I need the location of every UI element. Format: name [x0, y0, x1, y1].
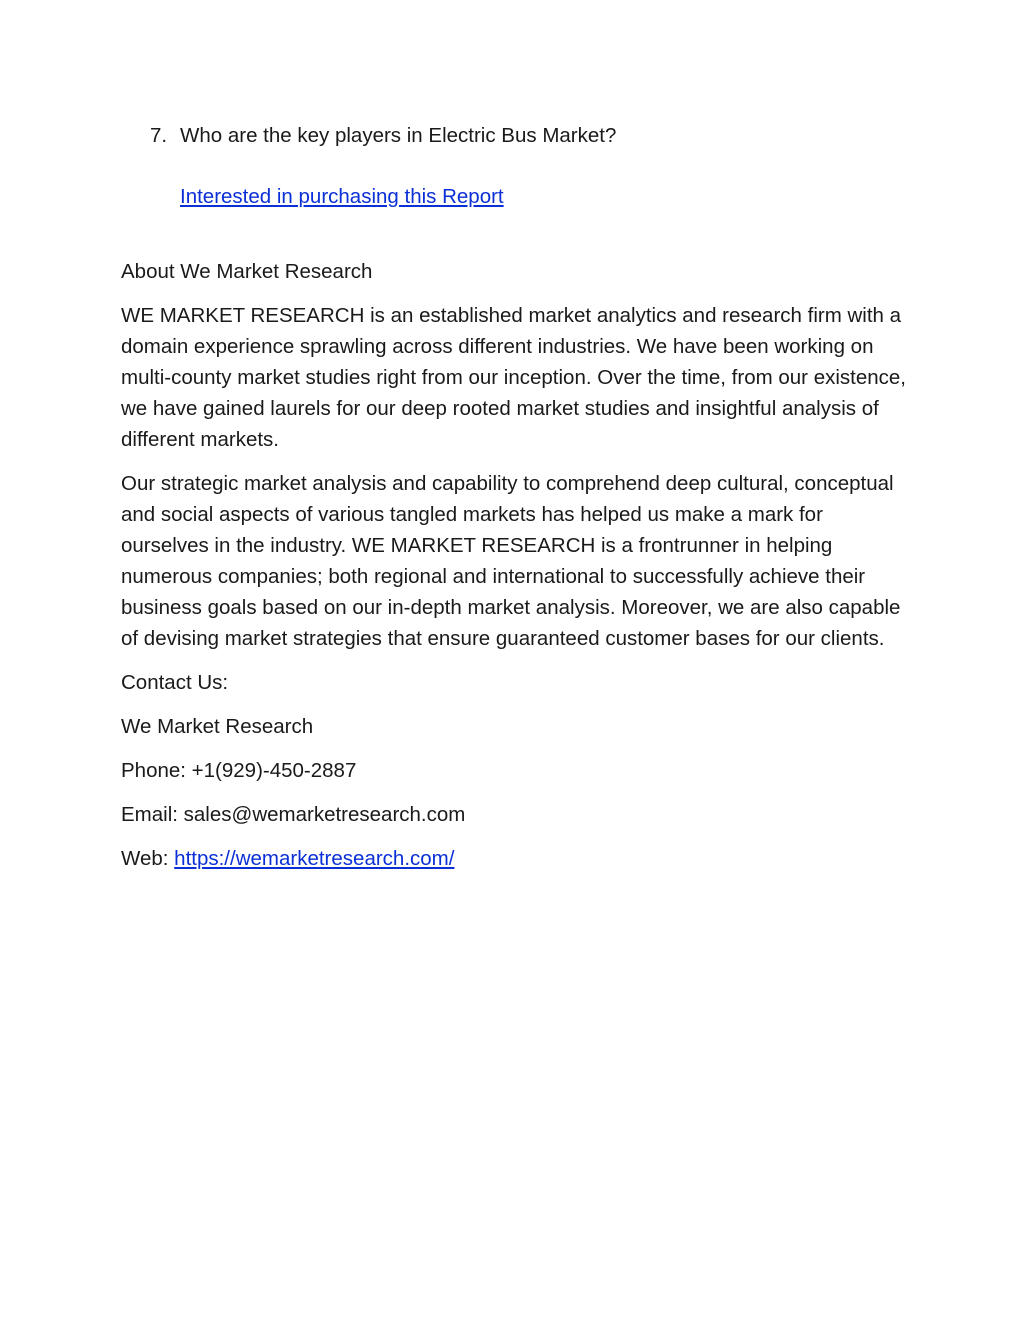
purchase-link-line: [180, 181, 911, 212]
contact-heading: Contact Us:: [121, 671, 229, 694]
purchase-report-link[interactable]: Interested in purchasing this Report: [180, 185, 504, 208]
list-item-text: Who are the key players in Electric Bus Market?: [180, 124, 617, 147]
web-label: Web:: [121, 847, 175, 870]
contact-web: [121, 843, 911, 874]
about-paragraph-1: WE MARKET RESEARCH is an established market analytics and research firm with a domain experience sprawling across different industries. We have been working on multi-county market studies right from our inception. Over the time, from our existence, we have gained laurels for our deep rooted market studies and insightful analysis of different markets.: [121, 304, 906, 451]
list-number: 7.: [150, 124, 168, 147]
list-item-key-players: [121, 120, 911, 151]
contact-company: We Market Research: [121, 715, 314, 738]
about-heading: About We Market Research: [121, 260, 373, 283]
contact-phone: Phone: +1(929)-450-2887: [121, 759, 357, 782]
website-link[interactable]: https://wemarketresearch.com/: [174, 847, 455, 870]
about-paragraph-2: Our strategic market analysis and capability to comprehend deep cultural, conceptual and social aspects of various tangled markets has helped us make a mark for ourselves in the industry. WE MARKET RESEARCH is a frontrunner in helping numerous companies; both regional and international to successfully achieve their business goals based on our in-depth market analysis. Moreover, we are also capable of devising market strategies that ensure guaranteed customer bases for our clients.: [121, 472, 901, 650]
contact-email: Email: sales@wemarketresearch.com: [121, 803, 466, 826]
document-body: [121, 120, 911, 874]
